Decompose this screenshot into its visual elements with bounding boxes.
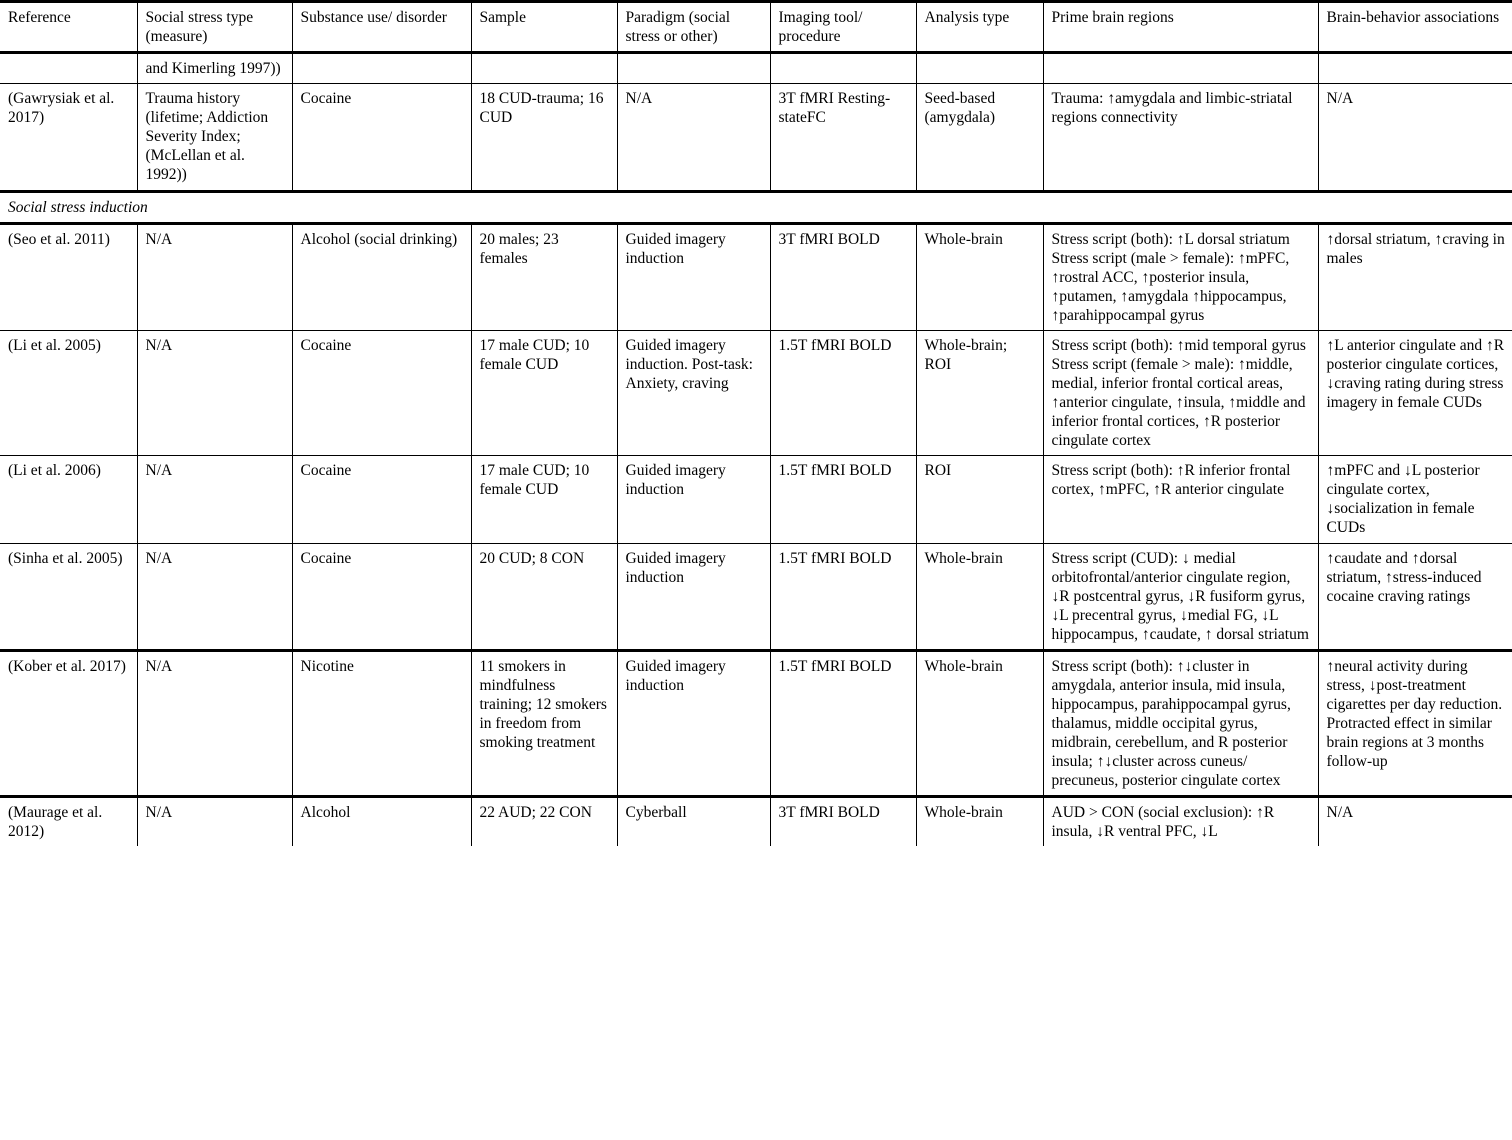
cell-analysis-type: Seed-based (amygdala) xyxy=(916,84,1043,191)
cell-imaging-tool: 3T fMRI BOLD xyxy=(770,223,916,330)
header-row xyxy=(0,2,1512,53)
cell-analysis-type: Whole-brain xyxy=(916,543,1043,650)
table-row xyxy=(0,84,1512,191)
cell-substance-use: Cocaine xyxy=(292,543,471,650)
column-header-analysis-type: Analysis type xyxy=(916,2,1043,53)
cell-paradigm: Guided imagery induction. Post-task: Anxiety, craving xyxy=(617,330,770,455)
cell-substance-use: Alcohol xyxy=(292,797,471,847)
cell-brain-behavior: N/A xyxy=(1318,797,1512,847)
cell-analysis-type: Whole-brain xyxy=(916,797,1043,847)
cell-imaging-tool: 1.5T fMRI BOLD xyxy=(770,543,916,650)
cell-analysis-type: Whole-brain; ROI xyxy=(916,330,1043,455)
cell-sample xyxy=(471,53,617,84)
cell-prime-brain-regions: AUD > CON (social exclusion): ↑R insula, ↓R ventral PFC, ↓L xyxy=(1043,797,1318,847)
table-row xyxy=(0,543,1512,650)
cell-social-stress-type: and Kimerling 1997)) xyxy=(137,53,292,84)
section-heading-row xyxy=(0,191,1512,223)
section-heading-label: Social stress induction xyxy=(8,198,148,216)
cell-analysis-type: Whole-brain xyxy=(916,223,1043,330)
cell-brain-behavior xyxy=(1318,53,1512,84)
cell-substance-use: Cocaine xyxy=(292,456,471,543)
cell-social-stress-type: N/A xyxy=(137,223,292,330)
cell-sample: 20 CUD; 8 CON xyxy=(471,543,617,650)
cell-reference: (Li et al. 2006) xyxy=(0,456,137,543)
cell-reference: (Seo et al. 2011) xyxy=(0,223,137,330)
cell-reference: (Maurage et al. 2012) xyxy=(0,797,137,847)
cell-brain-behavior: ↑dorsal striatum, ↑craving in males xyxy=(1318,223,1512,330)
cell-brain-behavior: ↑neural activity during stress, ↓post-treatment cigarettes per day reduction. Protracted effect in similar brain regions at 3 months follow-up xyxy=(1318,650,1512,796)
cell-paradigm: Guided imagery induction xyxy=(617,543,770,650)
cell-imaging-tool: 3T fMRI BOLD xyxy=(770,797,916,847)
cell-imaging-tool: 1.5T fMRI BOLD xyxy=(770,330,916,455)
cell-substance-use: Alcohol (social drinking) xyxy=(292,223,471,330)
column-header-social-stress-type: Social stress type (measure) xyxy=(137,2,292,53)
cell-sample: 18 CUD-trauma; 16 CUD xyxy=(471,84,617,191)
cell-sample: 20 males; 23 females xyxy=(471,223,617,330)
column-header-imaging-tool: Imaging tool/ procedure xyxy=(770,2,916,53)
column-header-paradigm: Paradigm (social stress or other) xyxy=(617,2,770,53)
cell-brain-behavior: N/A xyxy=(1318,84,1512,191)
table-row xyxy=(0,330,1512,455)
cell-social-stress-type: N/A xyxy=(137,650,292,796)
cell-reference: (Li et al. 2005) xyxy=(0,330,137,455)
cell-brain-behavior: ↑L anterior cingulate and ↑R posterior cingulate cortices, ↓craving rating during stress imagery in female CUDs xyxy=(1318,330,1512,455)
cell-imaging-tool: 3T fMRI Resting-stateFC xyxy=(770,84,916,191)
column-header-brain-behavior: Brain-behavior associations xyxy=(1318,2,1512,53)
cell-analysis-type: ROI xyxy=(916,456,1043,543)
cell-paradigm: N/A xyxy=(617,84,770,191)
cell-imaging-tool: 1.5T fMRI BOLD xyxy=(770,456,916,543)
cell-paradigm: Cyberball xyxy=(617,797,770,847)
cell-analysis-type xyxy=(916,53,1043,84)
cell-prime-brain-regions: Stress script (both): ↑L dorsal striatum Stress script (male > female): ↑mPFC, ↑rostral ACC, ↑posterior insula, ↑putamen, ↑amygdala ↑hippocampus, ↑parahippocampal gyrus xyxy=(1043,223,1318,330)
table-row xyxy=(0,456,1512,543)
table-row xyxy=(0,650,1512,796)
cell-substance-use: Nicotine xyxy=(292,650,471,796)
cell-substance-use: Cocaine xyxy=(292,84,471,191)
column-header-prime-brain-regions: Prime brain regions xyxy=(1043,2,1318,53)
cell-prime-brain-regions: Stress script (both): ↑R inferior frontal cortex, ↑mPFC, ↑R anterior cingulate xyxy=(1043,456,1318,543)
cell-paradigm xyxy=(617,53,770,84)
table-row-continued xyxy=(0,53,1512,84)
column-header-reference: Reference xyxy=(0,2,137,53)
cell-social-stress-type: N/A xyxy=(137,543,292,650)
cell-analysis-type: Whole-brain xyxy=(916,650,1043,796)
cell-paradigm: Guided imagery induction xyxy=(617,650,770,796)
table-row xyxy=(0,223,1512,330)
cell-reference xyxy=(0,53,137,84)
cell-imaging-tool: 1.5T fMRI BOLD xyxy=(770,650,916,796)
cell-brain-behavior: ↑caudate and ↑dorsal striatum, ↑stress-induced cocaine craving ratings xyxy=(1318,543,1512,650)
cell-reference: (Kober et al. 2017) xyxy=(0,650,137,796)
table-body xyxy=(0,53,1512,847)
cell-social-stress-type: N/A xyxy=(137,797,292,847)
cell-prime-brain-regions: Stress script (both): ↑mid temporal gyrus Stress script (female > male): ↑middle, medial, inferior frontal cortical areas, ↑anterior cingulate, ↑insula, ↑middle and inferior frontal cortices, ↑R posterior cingulate cortex xyxy=(1043,330,1318,455)
cell-brain-behavior: ↑mPFC and ↓L posterior cingulate cortex, ↓socialization in female CUDs xyxy=(1318,456,1512,543)
column-header-sample: Sample xyxy=(471,2,617,53)
cell-paradigm: Guided imagery induction xyxy=(617,456,770,543)
cell-prime-brain-regions: Stress script (both): ↑↓cluster in amygdala, anterior insula, mid insula, hippocampus, parahippocampal gyrus, thalamus, middle occipital gyrus, midbrain, cerebellum, and R posterior insula; ↑↓cluster across cuneus/ precuneus, posterior cingulate cortex xyxy=(1043,650,1318,796)
table-row xyxy=(0,797,1512,847)
cell-imaging-tool xyxy=(770,53,916,84)
cell-substance-use: Cocaine xyxy=(292,330,471,455)
cell-prime-brain-regions: Trauma: ↑amygdala and limbic-striatal regions connectivity xyxy=(1043,84,1318,191)
cell-sample: 22 AUD; 22 CON xyxy=(471,797,617,847)
cell-social-stress-type: N/A xyxy=(137,456,292,543)
cell-sample: 17 male CUD; 10 female CUD xyxy=(471,456,617,543)
cell-social-stress-type: Trauma history (lifetime; Addiction Severity Index; (McLellan et al. 1992)) xyxy=(137,84,292,191)
table-header xyxy=(0,2,1512,53)
cell-sample: 11 smokers in mindfulness training; 12 smokers in freedom from smoking treatment xyxy=(471,650,617,796)
cell-prime-brain-regions: Stress script (CUD): ↓ medial orbitofrontal/anterior cingulate region, ↓R postcentral gyrus, ↓R fusiform gyrus, ↓L precentral gyrus, ↓medial FG, ↓L hippocampus, ↑caudate, ↑ dorsal striatum xyxy=(1043,543,1318,650)
column-header-substance-use: Substance use/ disorder xyxy=(292,2,471,53)
cell-prime-brain-regions xyxy=(1043,53,1318,84)
cell-reference: (Gawrysiak et al. 2017) xyxy=(0,84,137,191)
cell-substance-use xyxy=(292,53,471,84)
cell-sample: 17 male CUD; 10 female CUD xyxy=(471,330,617,455)
cell-paradigm: Guided imagery induction xyxy=(617,223,770,330)
cell-social-stress-type: N/A xyxy=(137,330,292,455)
cell-reference: (Sinha et al. 2005) xyxy=(0,543,137,650)
